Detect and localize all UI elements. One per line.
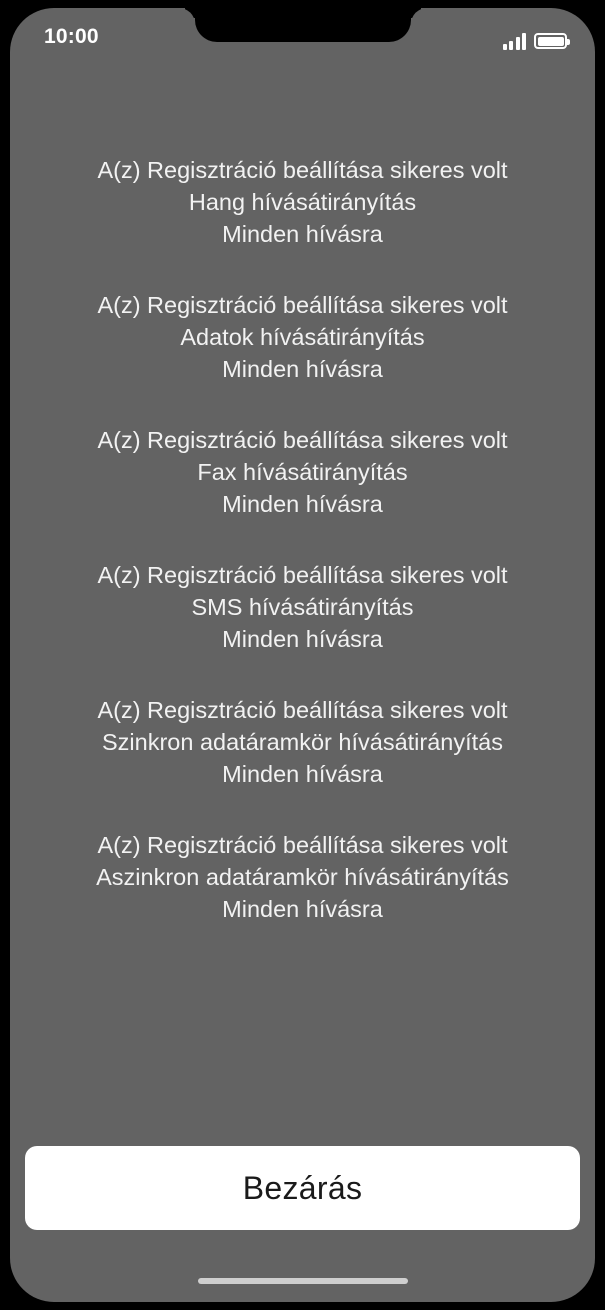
close-button[interactable] — [25, 1146, 580, 1230]
message-line-2: Hang hívásátirányítás — [188, 189, 417, 215]
message-line-1: A(z) Regisztráció beállítása sikeres volt — [97, 697, 508, 723]
message-line-2: Adatok hívásátirányítás — [180, 324, 425, 350]
list-item — [10, 289, 595, 385]
close-button-label: Bezárás — [242, 1169, 363, 1206]
message-line-3: Minden hívásra — [222, 221, 383, 247]
list-item — [10, 829, 595, 925]
message-line-1: A(z) Regisztráció beállítása sikeres volt — [97, 832, 508, 858]
message-line-1: A(z) Regisztráció beállítása sikeres volt — [97, 292, 508, 318]
cellular-signal-icon — [503, 33, 527, 50]
message-line-3: Minden hívásra — [222, 491, 383, 517]
message-line-1: A(z) Regisztráció beállítása sikeres volt — [97, 562, 508, 588]
list-item — [10, 154, 595, 250]
message-line-3: Minden hívásra — [222, 896, 383, 922]
message-line-1: A(z) Regisztráció beállítása sikeres volt — [97, 427, 508, 453]
message-line-2: Aszinkron adatáramkör hívásátirányítás — [96, 864, 509, 890]
dialog-content — [10, 66, 595, 1302]
list-item — [10, 424, 595, 520]
notch — [195, 8, 411, 42]
message-line-1: A(z) Regisztráció beállítása sikeres volt — [97, 157, 508, 183]
status-time: 10:00 — [44, 25, 99, 48]
phone-screen — [10, 8, 595, 1302]
battery-full-icon — [534, 33, 567, 49]
list-item — [10, 694, 595, 790]
message-line-2: SMS hívásátirányítás — [191, 594, 414, 620]
message-line-3: Minden hívásra — [222, 761, 383, 787]
message-line-2: Fax hívásátirányítás — [197, 459, 408, 485]
message-line-3: Minden hívásra — [222, 626, 383, 652]
message-list — [10, 154, 595, 964]
home-indicator[interactable] — [198, 1278, 408, 1284]
list-item — [10, 559, 595, 655]
message-line-2: Szinkron adatáramkör hívásátirányítás — [102, 729, 503, 755]
status-indicators — [503, 28, 568, 50]
message-line-3: Minden hívásra — [222, 356, 383, 382]
